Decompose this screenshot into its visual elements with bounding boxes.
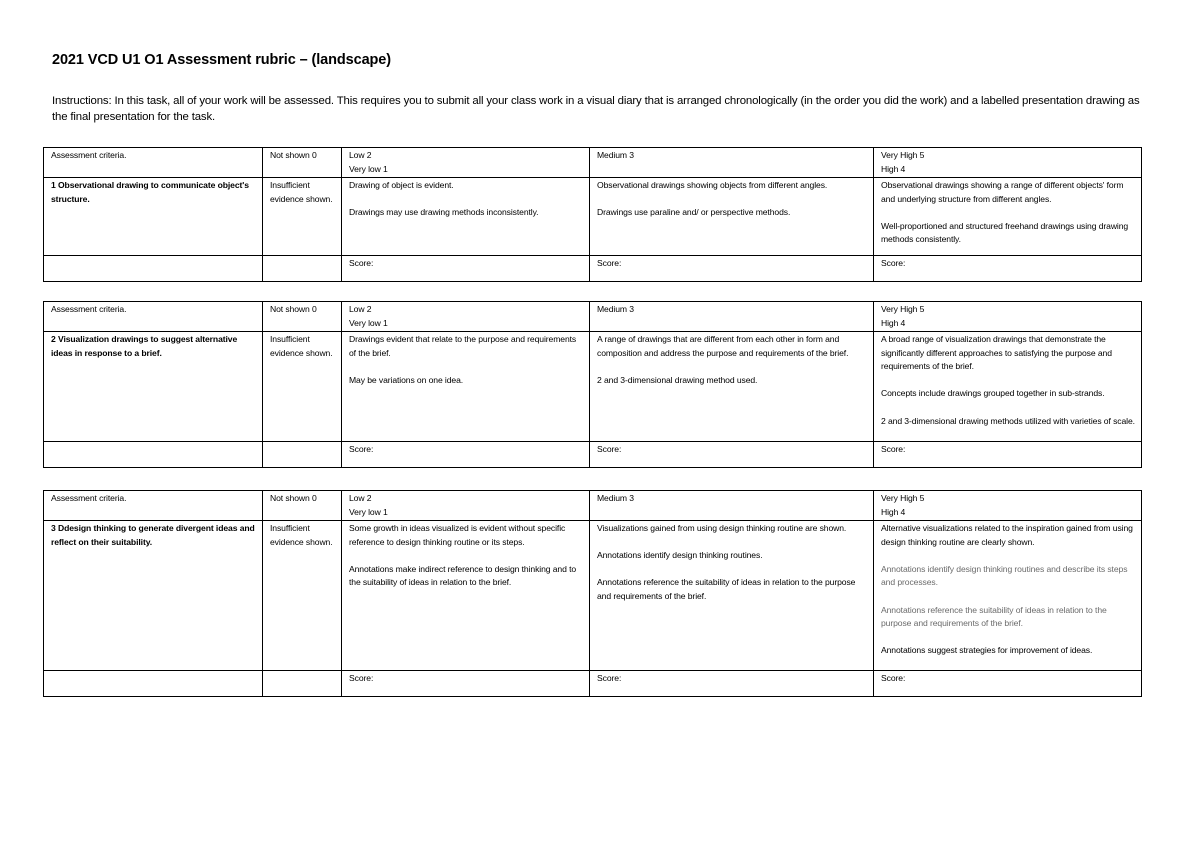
instructions-text: Instructions: In this task, all of your work will be assessed. This requires you to submit all your class work in a visual diary that is arranged chronologically (in the order you did the work) and a labelled presentation drawing as the final presentation for the task. xyxy=(52,95,1140,123)
criterion-row xyxy=(44,178,1142,256)
score-cell[interactable]: Score: xyxy=(342,256,590,282)
descriptor: Visualizations gained from using design thinking routine are shown. xyxy=(597,523,847,533)
criteria-header: Assessment criteria. xyxy=(44,302,263,332)
high-cell xyxy=(874,178,1142,256)
criteria-header: Assessment criteria. xyxy=(44,148,263,178)
criterion-row xyxy=(44,332,1142,442)
low-header-line2: Very low 1 xyxy=(349,506,388,517)
criterion-text: 3 Ddesign thinking to generate divergent ideas and reflect on their suitability. xyxy=(51,523,255,547)
empty-score-cell xyxy=(263,442,342,468)
score-cell[interactable]: Score: xyxy=(874,442,1142,468)
medium-cell xyxy=(590,521,874,671)
score-row xyxy=(44,256,1142,282)
descriptor: Well-proportioned and structured freehand drawings using drawing methods consistently. xyxy=(881,220,1129,245)
descriptor: Annotations identify design thinking routines and describe its steps and processes. xyxy=(881,563,1128,588)
rubric-table-2 xyxy=(43,301,1142,468)
high-header-line2: High 4 xyxy=(881,163,906,174)
descriptor: Observational drawings showing a range of different objects' form and underlying structure from different angles. xyxy=(881,180,1124,204)
criterion-text: 2 Visualization drawings to suggest alternative ideas in response to a brief. xyxy=(51,334,238,358)
medium-cell xyxy=(590,178,874,256)
medium-cell xyxy=(590,332,874,442)
low-header xyxy=(342,302,590,332)
descriptor: A broad range of visualization drawings that demonstrate the significantly different approaches to satisfying the purpose and requirements of the brief. xyxy=(881,334,1112,372)
score-cell[interactable]: Score: xyxy=(874,671,1142,697)
low-cell xyxy=(342,332,590,442)
score-row xyxy=(44,671,1142,697)
low-cell xyxy=(342,521,590,671)
header-row xyxy=(44,491,1142,521)
page-title: 2021 VCD U1 O1 Assessment rubric – (landscape) xyxy=(52,52,391,68)
score-cell[interactable]: Score: xyxy=(590,256,874,282)
score-cell[interactable]: Score: xyxy=(342,671,590,697)
not-shown-header: Not shown 0 xyxy=(263,491,342,521)
criterion-text: 1 Observational drawing to communicate object's structure. xyxy=(51,180,249,204)
not-shown-cell: Insufficient evidence shown. xyxy=(263,178,342,256)
score-cell[interactable]: Score: xyxy=(590,442,874,468)
empty-score-cell xyxy=(44,671,263,697)
criterion-cell xyxy=(44,521,263,671)
not-shown-header: Not shown 0 xyxy=(263,302,342,332)
descriptor: Some growth in ideas visualized is evident without specific reference to design thinking routine or its steps. xyxy=(349,523,566,547)
header-row xyxy=(44,302,1142,332)
low-header xyxy=(342,148,590,178)
score-cell[interactable]: Score: xyxy=(590,671,874,697)
low-header-line1: Low 2 xyxy=(349,304,372,314)
high-header-line1: Very High 5 xyxy=(881,493,925,503)
descriptor: Annotations identify design thinking routines. xyxy=(597,550,763,561)
score-row xyxy=(44,442,1142,468)
score-cell[interactable]: Score: xyxy=(342,442,590,468)
descriptor: Annotations reference the suitability of ideas in relation to the purpose and requirements of the brief. xyxy=(597,577,856,601)
high-header-line2: High 4 xyxy=(881,506,906,517)
not-shown-header: Not shown 0 xyxy=(263,148,342,178)
high-cell xyxy=(874,332,1142,442)
descriptor: Annotations suggest strategies for improvement of ideas. xyxy=(881,645,1093,656)
header-row xyxy=(44,148,1142,178)
descriptor: Drawings use paraline and/ or perspective methods. xyxy=(597,207,791,218)
low-header-line2: Very low 1 xyxy=(349,163,388,174)
empty-score-cell xyxy=(44,256,263,282)
empty-score-cell xyxy=(44,442,263,468)
low-header-line1: Low 2 xyxy=(349,493,372,503)
descriptor: Annotations reference the suitability of ideas in relation to the purpose and requirements of the brief. xyxy=(881,604,1107,629)
high-header xyxy=(874,491,1142,521)
descriptor: Drawings evident that relate to the purpose and requirements of the brief. xyxy=(349,334,577,358)
descriptor: Observational drawings showing objects from different angles. xyxy=(597,180,828,190)
criterion-cell xyxy=(44,332,263,442)
high-header xyxy=(874,148,1142,178)
low-cell xyxy=(342,178,590,256)
high-cell xyxy=(874,521,1142,671)
empty-score-cell xyxy=(263,256,342,282)
medium-header: Medium 3 xyxy=(590,302,874,332)
descriptor: Concepts include drawings grouped together in sub-strands. xyxy=(881,388,1105,399)
low-header-line1: Low 2 xyxy=(349,150,372,160)
criterion-row xyxy=(44,521,1142,671)
high-header xyxy=(874,302,1142,332)
criteria-header: Assessment criteria. xyxy=(44,491,263,521)
descriptor: A range of drawings that are different from each other in form and composition and address the purpose and requirements of the brief. xyxy=(597,334,849,358)
empty-score-cell xyxy=(263,671,342,697)
high-header-line1: Very High 5 xyxy=(881,150,925,160)
descriptor: Drawings may use drawing methods inconsistently. xyxy=(349,207,539,218)
descriptor: Annotations make indirect reference to design thinking and to the suitability of ideas in relation to the brief. xyxy=(349,563,577,588)
rubric-table-1 xyxy=(43,147,1142,282)
low-header-line2: Very low 1 xyxy=(349,317,388,328)
descriptor: Drawing of object is evident. xyxy=(349,180,454,190)
rubric-table-3 xyxy=(43,490,1142,697)
descriptor: Alternative visualizations related to the inspiration gained from using design thinking routine are clearly shown. xyxy=(881,523,1133,547)
score-cell[interactable]: Score: xyxy=(874,256,1142,282)
low-header xyxy=(342,491,590,521)
not-shown-cell: Insufficient evidence shown. xyxy=(263,332,342,442)
descriptor: 2 and 3-dimensional drawing method used. xyxy=(597,374,758,385)
medium-header: Medium 3 xyxy=(590,148,874,178)
high-header-line2: High 4 xyxy=(881,317,906,328)
medium-header: Medium 3 xyxy=(590,491,874,521)
descriptor: 2 and 3-dimensional drawing methods utilized with varieties of scale. xyxy=(881,415,1135,426)
descriptor: May be variations on one idea. xyxy=(349,374,464,385)
not-shown-cell: Insufficient evidence shown. xyxy=(263,521,342,671)
high-header-line1: Very High 5 xyxy=(881,304,925,314)
criterion-cell xyxy=(44,178,263,256)
